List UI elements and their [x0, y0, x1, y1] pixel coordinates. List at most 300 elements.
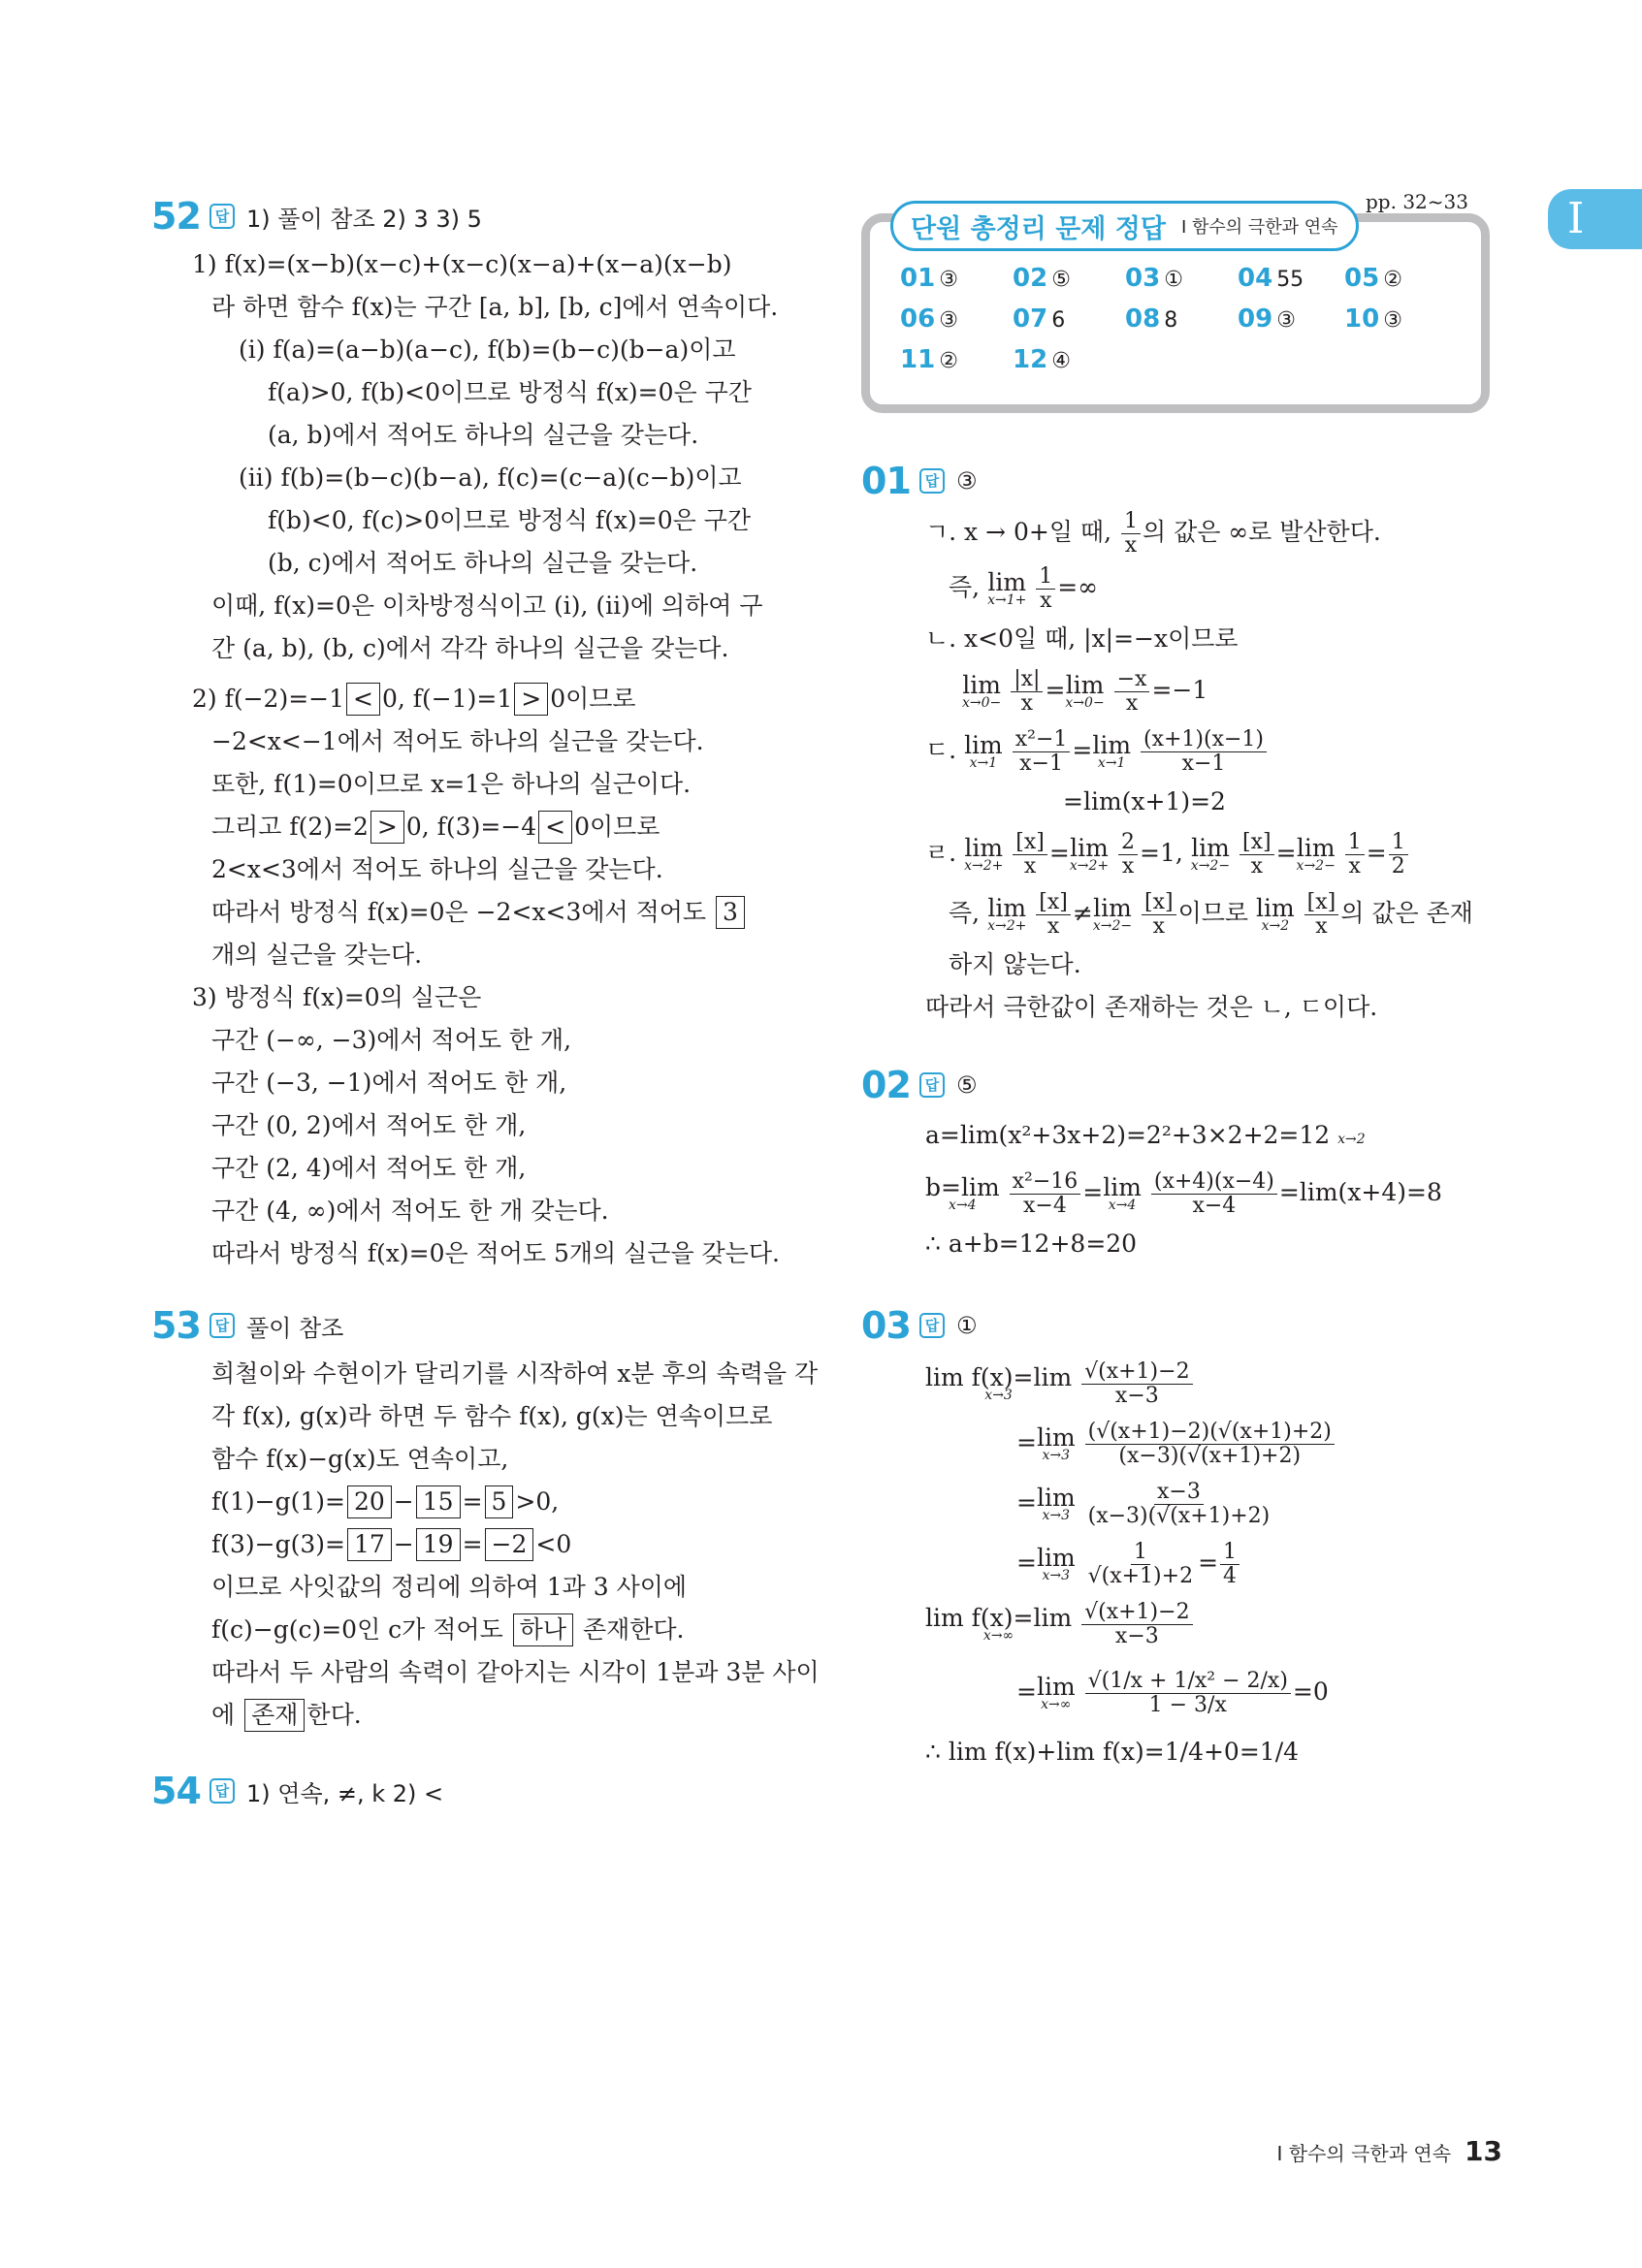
solution-line: = lim x→3 $\frac{x-3}{(x-3)(√(x+1)+2)}$ — [861, 1473, 1501, 1533]
text: 에 — [211, 1701, 236, 1729]
answer-text: 1) 풀이 참조 2) 3 3) 5 — [246, 205, 482, 233]
numerator: √(x+1)−2 — [1081, 1601, 1192, 1625]
summary-answer — [1013, 264, 1125, 293]
answer-box: 5 — [485, 1485, 514, 1518]
denominator: x−4 — [1023, 1194, 1067, 1218]
summary-answer — [1238, 264, 1344, 293]
fraction — [1151, 1170, 1277, 1218]
numerator: 1 — [1389, 831, 1408, 855]
limit — [1036, 1543, 1076, 1583]
answer-number: 02 — [1013, 264, 1048, 293]
text: − — [393, 1530, 414, 1558]
answer-text: ⑤ — [956, 1071, 978, 1099]
answer-number: 10 — [1344, 304, 1380, 334]
fraction — [1011, 668, 1043, 716]
text: ㄱ. x → 0+일 때, — [925, 518, 1112, 546]
answer-number: 08 — [1125, 304, 1161, 334]
numerator: √(1/x + 1/x² − 2/x) — [1085, 1670, 1291, 1694]
lim-subscript: x→1 — [1097, 754, 1126, 771]
limit — [925, 1362, 1073, 1403]
text: =1, — [1140, 839, 1183, 867]
summary-answer — [1238, 304, 1344, 334]
solution-line: 구간 (−∞, −3)에서 적어도 한 개, — [211, 1026, 572, 1054]
footer-chapter-label: I 함수의 극한과 연속 — [1276, 2142, 1452, 2165]
solution-line: 개의 실근을 갖는다. — [211, 941, 423, 969]
fraction — [1121, 510, 1141, 558]
summary-answer — [900, 345, 1013, 374]
limit — [987, 893, 1027, 934]
answer-value: ④ — [1051, 349, 1071, 373]
answer-text: 풀이 참조 — [246, 1314, 344, 1342]
text: 의 값은 ∞로 발산한다. — [1142, 518, 1381, 546]
answer-number: 05 — [1344, 264, 1380, 293]
answer-badge: 답 — [919, 1072, 945, 1098]
lim-text: lim — [964, 833, 1004, 862]
text: 의 값은 존재 — [1340, 899, 1473, 927]
fraction — [1010, 1170, 1081, 1218]
solution-line — [861, 558, 1501, 618]
solution-line — [151, 1523, 784, 1566]
limit — [1069, 833, 1110, 874]
answer-box: < — [538, 811, 572, 844]
answer-number: 03 — [1125, 264, 1161, 293]
solution-line: f(a)>0, f(b)<0이므로 방정식 f(x)=0은 구간 — [268, 378, 752, 406]
answer-box: 20 — [347, 1485, 392, 1518]
denominator: x — [1348, 854, 1361, 878]
text: >0, — [515, 1487, 560, 1516]
solution-line: 구간 (−3, −1)에서 적어도 한 개, — [211, 1069, 567, 1097]
numerator: 1 — [1220, 1541, 1240, 1565]
problem-52-header — [151, 189, 784, 243]
summary-answer — [1125, 264, 1238, 293]
text: =−1 — [1151, 676, 1208, 704]
fraction — [1036, 565, 1055, 613]
lim-text: lim — [1296, 833, 1336, 862]
answer-badge: 답 — [209, 1313, 235, 1338]
lim-text: lim — [962, 670, 1001, 699]
lim-text: lim — [987, 893, 1027, 922]
text: − — [393, 1487, 414, 1516]
denominator: x−4 — [1192, 1194, 1237, 1218]
text: =0 — [1292, 1677, 1329, 1706]
lim-subscript: x→1+ — [987, 591, 1027, 608]
text: 존재한다. — [582, 1615, 685, 1644]
lim-text: lim — [1036, 1543, 1076, 1572]
answer-badge: 답 — [919, 468, 945, 494]
fraction — [1013, 831, 1047, 878]
text: 0이므로 — [550, 685, 636, 713]
lim-text: lim — [1036, 1672, 1076, 1701]
denominator: x−1 — [1181, 751, 1226, 776]
numerator: [x] — [1304, 891, 1339, 915]
lim-text: lim — [1092, 730, 1132, 759]
limit — [1190, 833, 1231, 874]
answer-box: < — [346, 683, 380, 716]
solution-line — [861, 508, 1501, 558]
text: <0 — [535, 1530, 572, 1558]
numerator: x²−16 — [1010, 1170, 1081, 1195]
solution-line: f(b)<0, f(c)>0이므로 방정식 f(x)=0은 구간 — [268, 506, 752, 534]
denominator: x — [1250, 854, 1264, 878]
text: f(3)−g(3)= — [211, 1530, 345, 1558]
answer-value: ⑤ — [1051, 268, 1071, 292]
problem-03-header — [861, 1298, 1501, 1353]
solution-line: 구간 (2, 4)에서 적어도 한 개, — [211, 1154, 527, 1182]
answer-number: 09 — [1238, 304, 1273, 334]
lim-text: lim — [1036, 1422, 1076, 1452]
denominator: 4 — [1223, 1564, 1238, 1588]
limit — [1036, 1672, 1076, 1712]
solution-line: 희철이와 수현이가 달리기를 시작하여 x분 후의 속력을 각 — [211, 1359, 819, 1388]
answer-box: 19 — [416, 1528, 461, 1561]
fraction — [1142, 891, 1176, 939]
solution-line — [151, 1694, 784, 1737]
solution-line: = lim x→3 $\frac{(√(x+1)-2)(√(x+1)+2)}{(x-3)(√(x+1)+2)}$ — [861, 1413, 1501, 1473]
fraction — [1118, 831, 1138, 878]
fraction — [1085, 1481, 1273, 1528]
text: 이므로 — [1177, 899, 1249, 927]
solution-line: 이때, f(x)=0은 이차방정식이고 (i), (ii)에 의하여 구 — [211, 591, 763, 620]
lim-subscript: x→2− — [1190, 857, 1231, 874]
summary-answer — [900, 304, 1013, 334]
denominator: x−1 — [1019, 751, 1063, 776]
answer-value: ③ — [1276, 308, 1296, 333]
text: 2) f(−2)=−1 — [192, 685, 345, 713]
lim-text: b=lim — [925, 1172, 1000, 1201]
solution-line: 간 (a, b), (b, c)에서 각각 하나의 실근을 갖는다. — [211, 634, 729, 662]
solution-line: 1) f(x)=(x−b)(x−c)+(x−c)(x−a)+(x−a)(x−b) — [192, 250, 732, 278]
answer-value: 6 — [1051, 308, 1066, 333]
numerator: [x] — [1036, 891, 1071, 915]
lim-subscript: x→2+ — [964, 857, 1004, 874]
solution-line: = lim x→3 $\frac{1}{√(x+1)+2}$ = $\frac{1}{4}$ — [861, 1533, 1501, 1593]
fraction — [1389, 831, 1408, 878]
answer-badge: 답 — [209, 204, 235, 229]
fraction — [1036, 891, 1071, 939]
answer-text: ③ — [956, 467, 978, 495]
solution-line: 따라서 극한값이 존재하는 것은 ㄴ, ㄷ이다. — [925, 993, 1378, 1021]
limit — [925, 1603, 1073, 1644]
part2-line — [151, 678, 784, 720]
limit — [964, 833, 1004, 874]
solution-line — [861, 1112, 1501, 1163]
denominator: (x−3)(√(x+1)+2) — [1118, 1444, 1302, 1468]
lim-subscript: x→2− — [1092, 917, 1133, 934]
lim-subscript: x→0− — [962, 694, 1002, 711]
problem-number: 54 — [151, 1770, 201, 1812]
denominator: x — [1152, 914, 1166, 939]
text: 0이므로 — [574, 813, 660, 841]
solution-line: ∴ a+b=12+8=20 — [925, 1230, 1138, 1258]
summary-subtitle: I 함수의 극한과 연속 — [1180, 217, 1338, 238]
limit — [1103, 1172, 1142, 1213]
answer-text: ① — [956, 1312, 978, 1339]
answer-text: 1) 연속, ≠, k 2) < — [246, 1779, 444, 1807]
numerator: 1 — [1345, 831, 1365, 855]
solution-line: (b, c)에서 적어도 하나의 실근을 갖는다. — [268, 549, 698, 577]
solution-line — [861, 1353, 1501, 1413]
denominator: x — [1046, 914, 1060, 939]
solution-line: −2<x<−1에서 적어도 하나의 실근을 갖는다. — [211, 727, 704, 755]
lim-text: lim f(x)=lim — [925, 1362, 1073, 1391]
answer-number: 11 — [900, 345, 936, 374]
denominator: √(x+1)+2 — [1087, 1564, 1194, 1588]
answer-number: 01 — [900, 264, 936, 293]
limit — [1256, 893, 1295, 934]
problem-number: 53 — [151, 1304, 201, 1347]
numerator: [x] — [1142, 891, 1176, 915]
lim-subscript: x→4 — [1108, 1197, 1137, 1213]
solution-line: ∴ lim f(x)+lim f(x)=1/4+0=1/4 — [925, 1738, 1300, 1766]
lim-subscript: x→2 — [1261, 917, 1290, 934]
lim-text: lim — [987, 567, 1027, 596]
fraction — [1085, 1421, 1335, 1468]
text: ㄹ. — [925, 839, 957, 867]
numerator: 1 — [1036, 565, 1055, 590]
text: 한다. — [306, 1701, 362, 1729]
text: f(c)−g(c)=0인 c가 적어도 — [211, 1615, 503, 1644]
lim-text: lim f(x)=lim — [925, 1603, 1073, 1632]
text: =∞ — [1057, 573, 1099, 601]
problem-02-header — [861, 1058, 1501, 1112]
answer-value: ③ — [939, 268, 958, 292]
solution-line: 함수 f(x)−g(x)도 연속이고, — [211, 1445, 509, 1473]
solution-line: (a, b)에서 적어도 하나의 실근을 갖는다. — [268, 421, 699, 449]
numerator: [x] — [1240, 831, 1274, 855]
fraction — [1081, 1601, 1192, 1648]
lim-text: lim — [1256, 893, 1295, 922]
lim-text: lim — [964, 730, 1003, 759]
solution-line — [861, 1593, 1501, 1653]
denominator: x — [1023, 854, 1037, 878]
limit — [1296, 833, 1336, 874]
lim-text: lim — [1103, 1172, 1142, 1201]
answer-value: ① — [1164, 268, 1183, 292]
problem-54-header — [151, 1764, 784, 1818]
text: 0, f(−1)=1 — [381, 685, 513, 713]
answer-box: > — [514, 683, 548, 716]
fraction — [1085, 1670, 1291, 1717]
answer-box: 존재 — [244, 1699, 305, 1732]
page-number: 13 — [1465, 2135, 1502, 2167]
solution-line — [861, 883, 1501, 943]
denominator: 2 — [1391, 854, 1405, 878]
summary-answer — [1344, 304, 1451, 334]
summary-answer-grid — [900, 264, 1451, 374]
text: 즉, — [949, 573, 981, 601]
lim-subscript: x→4 — [949, 1197, 977, 1213]
fraction — [1220, 1541, 1240, 1588]
lim-subscript: x→3 — [1042, 1447, 1071, 1463]
solution-line: b=lim x→4 $\frac{\text{x²−16}}{x-4}$ = lim x→4 $\frac{(x+4)(x-4)}{x-4}$ =lim(x+4)=8 — [925, 1169, 1442, 1218]
denominator: x−3 — [1114, 1624, 1159, 1648]
lim-text: lim — [1065, 670, 1105, 699]
answer-value: ② — [1383, 268, 1402, 292]
solution-line: (i) f(a)=(a−b)(a−c), f(b)=(b−c)(b−a)이고 — [239, 335, 736, 364]
answer-number: 04 — [1238, 264, 1273, 293]
denominator: x — [1124, 533, 1138, 558]
denominator: x — [1315, 914, 1328, 939]
numerator: (x+1)(x−1) — [1141, 728, 1267, 752]
numerator: −x — [1114, 668, 1150, 692]
numerator: 2 — [1118, 831, 1138, 855]
numerator: (√(x+1)−2)(√(x+1)+2) — [1085, 1421, 1335, 1445]
limit — [925, 1172, 1000, 1213]
solution-line: 따라서 방정식 f(x)=0은 적어도 5개의 실근을 갖는다. — [211, 1239, 780, 1267]
lim-subscript: x→2− — [1296, 857, 1336, 874]
answer-box: −2 — [485, 1528, 534, 1561]
summary-answer — [1013, 345, 1125, 374]
page-footer — [1277, 2135, 1503, 2167]
problem-number: 52 — [151, 195, 201, 238]
denominator: x — [1040, 589, 1052, 613]
lim-subscript: x→1 — [969, 754, 998, 771]
lim-subscript: x→3 — [984, 1387, 1013, 1403]
fraction — [1114, 668, 1150, 716]
lim-subscript: x→3 — [1042, 1567, 1071, 1583]
text: =lim(x+4)=8 — [1278, 1178, 1442, 1206]
denominator: x — [1121, 854, 1135, 878]
answer-value: ③ — [939, 308, 958, 333]
lim-subscript: x→0− — [1065, 694, 1105, 711]
answer-value: ② — [939, 349, 958, 373]
lim-subscript: x→∞ — [982, 1627, 1014, 1644]
problem-01-header — [861, 454, 1501, 508]
solution-line: ㄹ. lim x→2+ $\frac{[x]}{x}$ = lim x→2+ $\frac{2}{x}$ =1, lim x→2− $\frac{[x]}{x}$ = lim x→2− $\frac{1}{x}$ = $\frac{1}{2}$ — [861, 823, 1501, 883]
solution-line: 따라서 두 사람의 속력이 같아지는 시각이 1분과 3분 사이 — [211, 1658, 820, 1686]
lim-text: lim — [1191, 833, 1230, 862]
lim-text: lim — [1093, 893, 1132, 922]
fraction — [1141, 728, 1267, 776]
fraction — [1345, 831, 1365, 878]
numerator: |x| — [1011, 668, 1043, 692]
fraction — [1081, 1360, 1192, 1408]
numerator: x−3 — [1154, 1481, 1204, 1505]
lim-subscript: x→2+ — [1069, 857, 1110, 874]
solution-line: 구간 (4, ∞)에서 적어도 한 개 갖는다. — [211, 1197, 609, 1225]
answer-value: 55 — [1276, 268, 1304, 292]
answer-badge: 답 — [209, 1778, 235, 1804]
answer-value: ③ — [1383, 308, 1402, 333]
solution-line: 라 하면 함수 f(x)는 구간 [a, b], [b, c]에서 연속이다. — [211, 293, 779, 321]
right-column — [861, 454, 1501, 1773]
answer-box: 15 — [416, 1485, 461, 1518]
denominator: x−3 — [1114, 1384, 1159, 1408]
page-reference: pp. 32~33 — [1366, 190, 1468, 213]
solution-line: 하지 않는다. — [949, 950, 1081, 978]
solution-line: lim x→0− $\frac{|x|}{x}$ = lim x→0− $\frac{-x}{x}$ =−1 — [962, 667, 1208, 716]
solution-line: = lim x→∞ $\frac{\text{√(1/x + 1/x² − 2/x)}}{1 - 3/x}$ =0 — [1016, 1669, 1329, 1717]
lim-subscript: x→2+ — [987, 917, 1027, 934]
text: = — [462, 1487, 483, 1516]
summary-answer — [1344, 264, 1451, 293]
solution-line: =lim(x+1)=2 — [1063, 787, 1226, 815]
denominator: 1 − 3/x — [1148, 1693, 1227, 1717]
solution-line: 3) 방정식 f(x)=0의 실근은 — [192, 983, 482, 1011]
answer-value: 8 — [1164, 308, 1178, 333]
chapter-tab: I — [1548, 189, 1642, 249]
text: 그리고 f(2)=2 — [211, 813, 369, 841]
solution-line: 이므로 사잇값의 정리에 의하여 1과 3 사이에 — [211, 1573, 688, 1601]
text: 즉, — [949, 899, 981, 927]
answer-box: 하나 — [513, 1613, 573, 1646]
limit — [987, 567, 1027, 608]
solution-line — [151, 1609, 784, 1651]
numerator: 1 — [1121, 510, 1141, 534]
numerator: [x] — [1013, 831, 1047, 855]
denominator: (x−3)(√(x+1)+2) — [1087, 1504, 1271, 1528]
limit — [962, 670, 1002, 711]
lim-subscript: x→∞ — [1041, 1696, 1072, 1712]
answer-number: 12 — [1013, 345, 1048, 374]
solution-line — [151, 1481, 784, 1523]
limit — [1092, 893, 1133, 934]
summary-answer — [900, 264, 1013, 293]
lim-subscript: x→3 — [1042, 1507, 1071, 1523]
text: = — [462, 1530, 483, 1558]
problem-number: 03 — [861, 1304, 911, 1347]
answer-badge: 답 — [919, 1313, 945, 1338]
answer-box: 17 — [347, 1528, 392, 1561]
text: ㄷ. — [925, 736, 957, 764]
problem-number: 01 — [861, 460, 911, 502]
text: ≠ — [1072, 899, 1093, 927]
text: 따라서 방정식 f(x)=0은 −2<x<3에서 적어도 — [211, 898, 707, 926]
numerator: √(x+1)−2 — [1081, 1360, 1192, 1385]
fraction — [1304, 891, 1339, 939]
part2-line — [151, 806, 784, 848]
answer-box: > — [370, 811, 404, 844]
summary-answer — [1125, 304, 1238, 334]
answer-number: 06 — [900, 304, 936, 334]
numerator: x²−1 — [1013, 728, 1071, 752]
solution-line: ㄷ. lim x→1 $\frac{\text{x²−1}}{x-1}$ = lim x→1 $\frac{(x+1)(x-1)}{x-1}$ — [861, 720, 1501, 781]
text: a=lim(x²+3x+2)=2²+3×2+2=12 — [925, 1121, 1331, 1149]
lim-text: lim — [1070, 833, 1109, 862]
solution-line: 각 f(x), g(x)라 하면 두 함수 f(x), g(x)는 연속이므로 — [211, 1402, 773, 1430]
problem-53-header — [151, 1298, 784, 1353]
solution-line: ㄴ. x<0일 때, |x|=−x이므로 — [925, 624, 1239, 653]
answer-number: 07 — [1013, 304, 1048, 334]
text: 0, f(3)=−4 — [405, 813, 537, 841]
denominator: x — [1020, 691, 1034, 716]
answer-box: 3 — [716, 896, 745, 929]
fraction — [1240, 831, 1274, 878]
limit — [1036, 1483, 1076, 1523]
solution-line: 구간 (0, 2)에서 적어도 한 개, — [211, 1111, 527, 1139]
fraction — [1013, 728, 1071, 776]
lim-subscript: x→2 — [1337, 1132, 1366, 1147]
summary-answer — [1013, 304, 1125, 334]
summary-title — [890, 201, 1359, 251]
lim-text: lim — [1036, 1483, 1076, 1512]
solution-line: 또한, f(1)=0이므로 x=1은 하나의 실근이다. — [211, 770, 692, 798]
limit — [1092, 730, 1132, 771]
text: f(1)−g(1)= — [211, 1487, 345, 1516]
numerator: (x+4)(x−4) — [1151, 1170, 1277, 1195]
part2-line — [151, 891, 784, 934]
limit — [964, 730, 1003, 771]
solution-line: (ii) f(b)=(b−c)(b−a), f(c)=(c−a)(c−b)이고 — [239, 463, 742, 492]
denominator: x — [1125, 691, 1139, 716]
numerator: 1 — [1131, 1541, 1150, 1565]
problem-number: 02 — [861, 1064, 911, 1106]
solution-line: 2<x<3에서 적어도 하나의 실근을 갖는다. — [211, 855, 663, 883]
summary-title-text: 단원 총정리 문제 정답 — [911, 213, 1166, 244]
fraction — [1085, 1541, 1196, 1588]
limit — [1065, 670, 1105, 711]
left-column — [151, 189, 820, 1818]
